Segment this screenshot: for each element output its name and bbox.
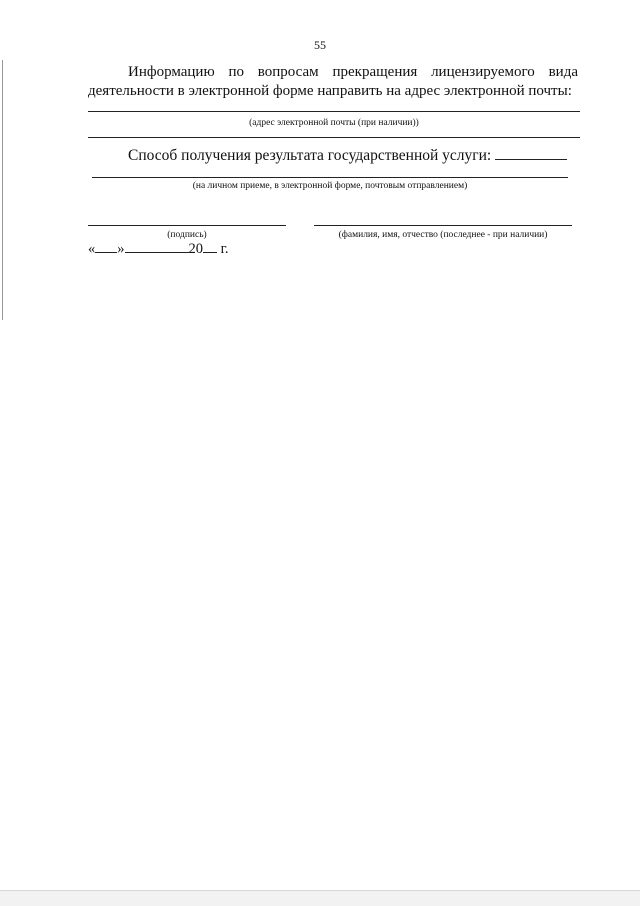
name-line [314,225,572,226]
date-close-quote: » [117,241,125,257]
date-line [88,241,229,258]
method-label-line [128,147,567,165]
day-blank [95,252,117,253]
method-field-caption: (на личном приеме, в электронной форме, почтовым отправлением) [192,181,468,191]
page-number: 55 [314,38,326,52]
year-prefix: 20 [188,241,203,257]
month-blank [125,252,189,253]
signature-caption: (подпись) [167,230,207,240]
email-field-line-2 [88,137,580,138]
email-paragraph-line-2: деятельности в электронной форме направить на адрес электронной почты: [88,83,572,99]
method-field-line [92,177,568,178]
name-caption: (фамилия, имя, отчество (последнее - при наличии) [338,230,548,240]
year-suffix: г. [220,241,229,257]
signature-line [88,225,286,226]
email-paragraph-text-1: Информацию по вопросам прекращения лицензируемого вида [128,64,578,80]
year-blank [203,252,217,253]
email-field-line [88,111,580,112]
scan-bottom-edge [0,890,640,906]
email-field-caption: (адрес электронной почты (при наличии)) [249,118,419,128]
date-open-quote: « [88,241,96,257]
method-blank [495,159,567,160]
scan-edge-mark [2,60,3,320]
method-label: Способ получения результата государственной услуги: [128,147,492,164]
email-paragraph-line-1 [88,64,578,81]
